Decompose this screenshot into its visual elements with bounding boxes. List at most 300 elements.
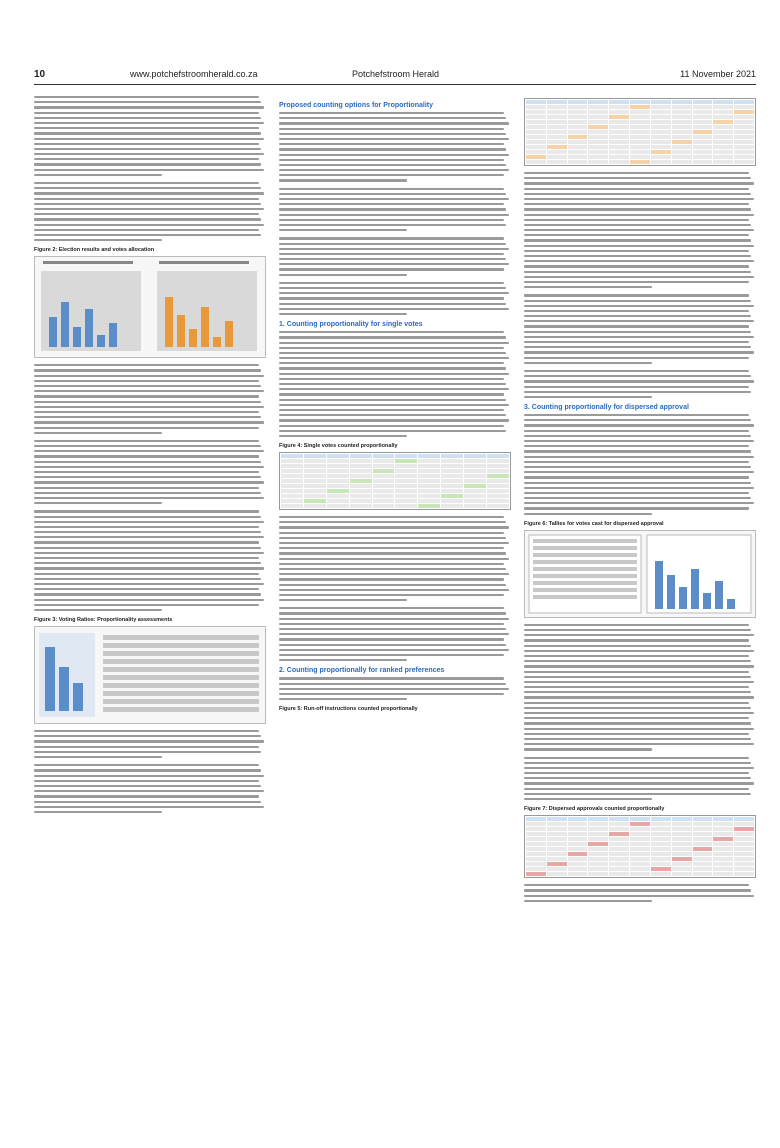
table-cell [672, 817, 692, 821]
table-cell [487, 474, 509, 478]
text-line [524, 346, 751, 348]
table-cell [373, 499, 395, 503]
table-cell [526, 105, 546, 109]
table-cell [464, 484, 486, 488]
text-line [279, 698, 407, 700]
text-line [279, 169, 509, 171]
text-line [524, 362, 652, 364]
text-line [524, 788, 749, 790]
text-line [34, 213, 259, 215]
text-line [524, 691, 751, 693]
table-cell [734, 125, 754, 129]
table-cell [713, 852, 733, 856]
table-cell [547, 155, 567, 159]
table-cell [693, 115, 713, 119]
table-cell [464, 454, 486, 458]
text-line [34, 455, 259, 457]
text-line [34, 466, 264, 468]
table-cell [609, 100, 629, 104]
table-cell [609, 155, 629, 159]
text-line [524, 798, 652, 800]
table-cell [547, 857, 567, 861]
text-line [279, 179, 407, 181]
text-line [34, 203, 261, 205]
table-cell [693, 862, 713, 866]
figure-5-table-image [524, 98, 756, 166]
text-line [524, 733, 749, 735]
website-url[interactable]: www.potchefstroomherald.co.za [130, 69, 258, 79]
text-line [524, 320, 754, 322]
table-cell [547, 150, 567, 154]
table-cell [651, 847, 671, 851]
table-cell [526, 160, 546, 164]
text-line [524, 414, 749, 416]
text-line [279, 174, 504, 176]
table-cell [304, 474, 326, 478]
table-cell [693, 847, 713, 851]
table-cell [734, 842, 754, 846]
text-line [279, 297, 504, 299]
table-cell [588, 872, 608, 876]
table-cell [350, 489, 372, 493]
table-cell [526, 115, 546, 119]
text-line [524, 782, 754, 784]
text-line [524, 707, 751, 709]
text-line [524, 895, 754, 897]
table-cell [588, 857, 608, 861]
body-text-block [279, 282, 511, 315]
text-line [34, 406, 264, 408]
table-cell [395, 504, 417, 508]
text-line [34, 801, 261, 803]
table-cell [693, 827, 713, 831]
table-cell [734, 160, 754, 164]
figure-2-caption: Figure 2: Election results and votes allocation [34, 247, 155, 254]
table-cell [609, 115, 629, 119]
table-cell [281, 484, 303, 488]
text-line [279, 649, 509, 651]
text-line [524, 445, 749, 447]
text-line [279, 122, 509, 124]
table-cell [568, 827, 588, 831]
table-cell [304, 464, 326, 468]
table-cell [609, 817, 629, 821]
table-cell [395, 474, 417, 478]
table-cell [487, 489, 509, 493]
text-line [524, 325, 749, 327]
text-line [279, 568, 506, 570]
table-cell [734, 115, 754, 119]
text-line [524, 357, 749, 359]
table-cell [526, 857, 546, 861]
table-cell [526, 125, 546, 129]
text-line [524, 172, 749, 174]
table-cell [713, 872, 733, 876]
table-cell [395, 464, 417, 468]
text-line [34, 169, 264, 171]
text-line [524, 624, 749, 626]
table-cell [693, 105, 713, 109]
section-heading: Proposed counting options for Proportionality [279, 102, 433, 109]
table-cell [609, 120, 629, 124]
table-cell [609, 852, 629, 856]
text-line [34, 461, 261, 463]
text-line [34, 593, 261, 595]
table-cell [651, 140, 671, 144]
table-cell [672, 837, 692, 841]
table-cell [713, 130, 733, 134]
table-cell [734, 867, 754, 871]
text-line [34, 740, 264, 742]
table-cell [526, 120, 546, 124]
text-line [279, 159, 504, 161]
table-cell [713, 817, 733, 821]
text-line [34, 450, 264, 452]
table-cell [487, 454, 509, 458]
table-cell [713, 857, 733, 861]
text-line [279, 633, 509, 635]
text-line [34, 502, 162, 504]
table-cell [672, 827, 692, 831]
table-cell [568, 120, 588, 124]
table-cell [327, 489, 349, 493]
table-cell [547, 105, 567, 109]
text-line [279, 248, 509, 250]
text-line [279, 516, 504, 518]
text-line [34, 445, 261, 447]
text-line [279, 373, 509, 375]
table-cell [672, 822, 692, 826]
table-cell [713, 822, 733, 826]
text-line [524, 245, 754, 247]
table-cell [588, 852, 608, 856]
table-cell [547, 120, 567, 124]
table-cell [281, 459, 303, 463]
newspaper-name: Potchefstroom Herald [352, 69, 440, 79]
text-line [34, 735, 261, 737]
table-cell [304, 504, 326, 508]
body-text-block [34, 510, 266, 611]
text-line [34, 583, 264, 585]
text-line [34, 401, 261, 403]
table-cell [651, 862, 671, 866]
text-line [279, 623, 504, 625]
table-cell [588, 150, 608, 154]
table-cell [734, 120, 754, 124]
table-cell [487, 484, 509, 488]
table-cell [651, 867, 671, 871]
text-line [524, 224, 751, 226]
figure-4-caption: Figure 4: Single votes counted proportionally [279, 443, 398, 450]
text-line [524, 229, 754, 231]
text-line [524, 762, 751, 764]
table-cell [464, 499, 486, 503]
text-line [524, 738, 751, 740]
table-cell [350, 479, 372, 483]
text-line [524, 743, 754, 745]
text-line [34, 567, 264, 569]
text-line [279, 208, 506, 210]
table-cell [418, 494, 440, 498]
text-line [34, 224, 264, 226]
table-cell [327, 474, 349, 478]
table-cell [672, 832, 692, 836]
text-line [279, 388, 509, 390]
table-cell [734, 155, 754, 159]
figure-3-caption: Figure 3: Voting Ratios: Proportionality assessments [34, 617, 173, 624]
table-cell [734, 822, 754, 826]
table-cell [588, 125, 608, 129]
table-cell [327, 504, 349, 508]
table-cell [651, 857, 671, 861]
text-line [34, 536, 264, 538]
text-line [524, 748, 652, 750]
text-line [524, 502, 754, 504]
text-line [34, 375, 264, 377]
text-line [524, 310, 749, 312]
table-cell [281, 489, 303, 493]
table-cell [526, 110, 546, 114]
table-cell [568, 837, 588, 841]
text-line [34, 163, 261, 165]
table-cell [418, 484, 440, 488]
table-cell [373, 479, 395, 483]
text-line [524, 198, 754, 200]
text-line [524, 513, 652, 515]
table-cell [418, 504, 440, 508]
table-cell [350, 459, 372, 463]
table-cell [609, 862, 629, 866]
table-cell [630, 847, 650, 851]
table-cell [651, 837, 671, 841]
text-line [524, 305, 754, 307]
text-line [279, 193, 506, 195]
table-cell [693, 110, 713, 114]
table-cell [327, 499, 349, 503]
table-cell [464, 464, 486, 468]
table-cell [327, 484, 349, 488]
body-text-block [279, 607, 511, 661]
text-line [524, 471, 754, 473]
table-cell [588, 832, 608, 836]
table-cell [713, 115, 733, 119]
table-cell [630, 832, 650, 836]
table-cell [547, 160, 567, 164]
table-cell [547, 852, 567, 856]
text-line [524, 900, 652, 902]
table-cell [734, 140, 754, 144]
table-cell [693, 160, 713, 164]
text-line [279, 203, 504, 205]
table-cell [651, 842, 671, 846]
text-line [279, 552, 506, 554]
text-line [34, 471, 259, 473]
table-cell [418, 489, 440, 493]
table-cell [651, 160, 671, 164]
table-cell [630, 837, 650, 841]
table-cell [373, 504, 395, 508]
table-cell [547, 140, 567, 144]
table-cell [630, 150, 650, 154]
table-cell [630, 145, 650, 149]
body-text-block [34, 364, 266, 434]
table-cell [609, 822, 629, 826]
table-cell [568, 842, 588, 846]
text-line [524, 889, 751, 891]
table-cell [568, 100, 588, 104]
table-cell [693, 822, 713, 826]
text-line [524, 497, 751, 499]
text-line [34, 364, 259, 366]
text-line [524, 487, 754, 489]
table-cell [526, 837, 546, 841]
table-cell [609, 160, 629, 164]
text-line [524, 276, 754, 278]
table-cell [588, 155, 608, 159]
table-cell [526, 852, 546, 856]
table-cell [672, 130, 692, 134]
text-line [34, 604, 259, 606]
table-cell [568, 155, 588, 159]
text-line [279, 243, 506, 245]
table-cell [588, 100, 608, 104]
text-line [524, 177, 751, 179]
text-line [279, 594, 504, 596]
text-line [524, 239, 751, 241]
table-cell [630, 842, 650, 846]
table-cell [373, 484, 395, 488]
table-cell [327, 494, 349, 498]
table-cell [350, 454, 372, 458]
text-line [279, 693, 504, 695]
text-line [34, 510, 259, 512]
text-line [279, 214, 509, 216]
table-cell [373, 489, 395, 493]
table-cell [651, 822, 671, 826]
text-line [34, 476, 261, 478]
table-cell [651, 105, 671, 109]
text-line [279, 282, 504, 284]
body-text-block [279, 237, 511, 276]
text-line [34, 516, 261, 518]
text-line [524, 375, 751, 377]
table-cell [630, 862, 650, 866]
table-cell [304, 469, 326, 473]
text-line [524, 294, 749, 296]
text-line [279, 578, 504, 580]
table-cell [418, 459, 440, 463]
text-line [34, 573, 259, 575]
table-cell [713, 155, 733, 159]
text-line [34, 521, 264, 523]
text-line [279, 612, 506, 614]
text-line [279, 607, 504, 609]
table-cell [281, 499, 303, 503]
text-line [524, 476, 749, 478]
table-cell [630, 110, 650, 114]
table-cell [350, 499, 372, 503]
table-cell [734, 145, 754, 149]
text-line [524, 702, 749, 704]
text-line [34, 218, 261, 220]
text-line [279, 399, 506, 401]
body-text-block [34, 96, 266, 176]
text-line [34, 562, 261, 564]
page-number: 10 [34, 69, 46, 80]
text-line [524, 193, 751, 195]
text-line [279, 393, 504, 395]
table-cell [418, 454, 440, 458]
table-cell [630, 160, 650, 164]
text-line [34, 751, 261, 753]
table-cell [630, 105, 650, 109]
table-cell [304, 459, 326, 463]
text-line [34, 187, 261, 189]
text-line [524, 391, 751, 393]
table-cell [734, 105, 754, 109]
text-line [34, 174, 162, 176]
text-line [34, 234, 261, 236]
text-line [279, 112, 504, 114]
table-cell [588, 130, 608, 134]
table-cell [734, 135, 754, 139]
table-cell [547, 110, 567, 114]
text-line [34, 192, 264, 194]
table-cell [588, 842, 608, 846]
table-cell [713, 827, 733, 831]
table-cell [304, 484, 326, 488]
body-text-block [279, 331, 511, 437]
table-cell [568, 130, 588, 134]
table-cell [526, 100, 546, 104]
text-line [279, 521, 506, 523]
table-cell [487, 459, 509, 463]
table-cell [630, 135, 650, 139]
text-line [524, 188, 749, 190]
text-line [34, 811, 162, 813]
text-line [34, 432, 162, 434]
table-cell [651, 827, 671, 831]
text-line [524, 203, 749, 205]
text-line [524, 639, 749, 641]
table-cell [672, 847, 692, 851]
table-cell [547, 867, 567, 871]
table-cell [651, 130, 671, 134]
table-cell [568, 847, 588, 851]
text-line [34, 239, 162, 241]
text-line [279, 638, 504, 640]
table-cell [373, 469, 395, 473]
table-cell [588, 160, 608, 164]
table-cell [568, 857, 588, 861]
table-cell [568, 145, 588, 149]
text-line [524, 450, 751, 452]
text-line [524, 482, 751, 484]
text-line [34, 390, 264, 392]
table-cell [526, 872, 546, 876]
text-line [279, 542, 509, 544]
table-cell [693, 842, 713, 846]
table-cell [568, 852, 588, 856]
text-line [279, 558, 509, 560]
table-cell [350, 469, 372, 473]
table-cell [630, 120, 650, 124]
table-cell [441, 469, 463, 473]
table-cell [713, 847, 733, 851]
table-cell [672, 852, 692, 856]
text-line [279, 237, 504, 239]
text-line [279, 532, 504, 534]
